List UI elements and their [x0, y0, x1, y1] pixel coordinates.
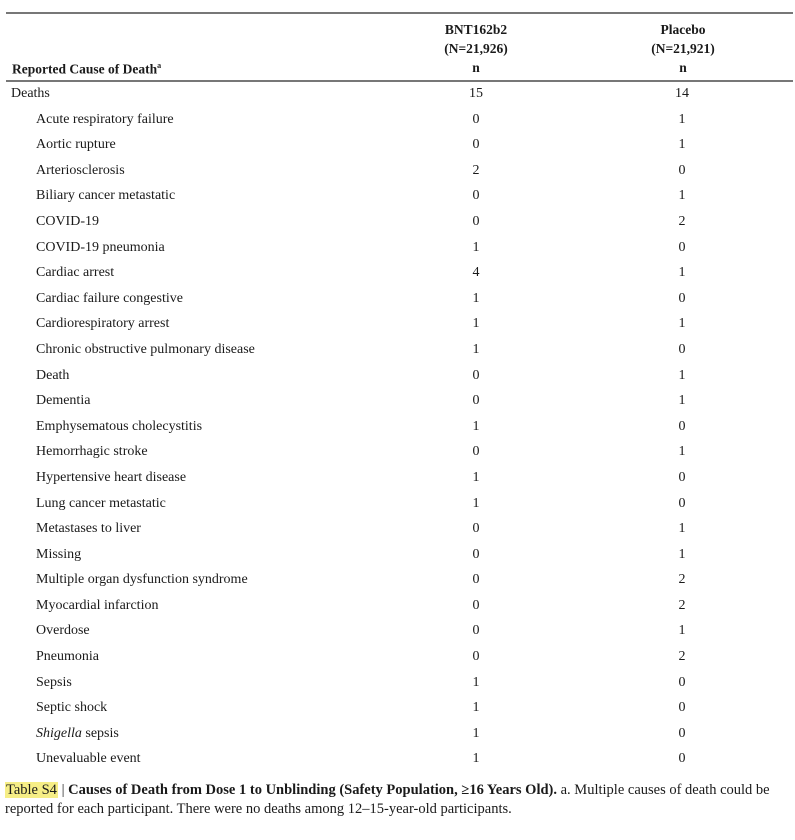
bnt162b2-count: 1: [472, 418, 480, 434]
placebo-count: 1: [678, 137, 686, 153]
cause-label: Cardiorespiratory arrest: [36, 316, 170, 332]
bnt162b2-count: 1: [472, 239, 480, 255]
bnt162b2-count: 1: [472, 495, 480, 511]
cause-label-italic: Shigella: [36, 725, 82, 741]
placebo-count: 1: [678, 188, 686, 204]
caption-note: a. Multiple causes of death could be reported for each participant. There were no deaths among 12–15-year-old participants.: [5, 782, 770, 817]
cause-label: Unevaluable event: [36, 751, 141, 767]
cause-label: Sepsis: [36, 674, 72, 690]
placebo-count: 1: [678, 367, 686, 383]
cause-label: Chronic obstructive pulmonary disease: [36, 341, 255, 357]
bnt162b2-count: 1: [472, 674, 480, 690]
placebo-count: 0: [678, 725, 686, 741]
table-row: [6, 568, 793, 594]
table-row: [6, 389, 793, 415]
table-caption: [5, 781, 791, 819]
table-row: [6, 210, 793, 236]
placebo-name: Placebo: [660, 22, 706, 37]
cause-label: Acute respiratory failure: [36, 111, 174, 127]
bnt162b2-count: 0: [472, 572, 480, 588]
bnt162b2-count: 1: [472, 469, 480, 485]
bnt162b2-count: 0: [472, 649, 480, 665]
bnt162b2-count: 0: [472, 623, 480, 639]
bnt162b2-count: 0: [472, 367, 480, 383]
placebo-count: 2: [678, 649, 686, 665]
table-row: [6, 466, 793, 492]
cause-label: Hypertensive heart disease: [36, 469, 187, 485]
cause-label-rest: sepsis: [81, 725, 119, 741]
bnt162b2-count: 0: [472, 137, 480, 153]
cause-label: Multiple organ dysfunction syndrome: [36, 572, 248, 588]
bnt162b2-count: 15: [469, 86, 483, 101]
cause-label: Lung cancer metastatic: [36, 495, 166, 511]
cause-label: Septic shock: [36, 700, 108, 716]
table-row: [6, 133, 793, 159]
placebo-count: 1: [678, 623, 686, 639]
bnt162b2-count: 0: [472, 444, 480, 460]
placebo-count: 0: [678, 162, 686, 178]
cause-label: COVID-19 pneumonia: [36, 239, 165, 255]
cause-label: Overdose: [36, 623, 90, 639]
placebo-unit: n: [679, 60, 687, 75]
bnt162b2-count: 1: [472, 751, 480, 767]
bnt162b2-count: 4: [472, 265, 480, 281]
placebo-count: 0: [678, 418, 686, 434]
placebo-count: 1: [678, 316, 686, 332]
table-row: [6, 261, 793, 287]
bnt162b2-count: 0: [472, 546, 480, 562]
bnt162b2-count: 1: [472, 725, 480, 741]
cause-label: Missing: [36, 546, 82, 562]
placebo-count: 0: [678, 751, 686, 767]
cause-label: Aortic rupture: [36, 137, 116, 153]
cause-label: Cardiac arrest: [36, 265, 115, 281]
placebo-count: 0: [678, 700, 686, 716]
table-body: [6, 82, 793, 773]
table-row: [6, 722, 793, 748]
table-row: [6, 543, 793, 569]
placebo-count: 1: [678, 546, 686, 562]
bnt162b2-count: 0: [472, 521, 480, 537]
table-row: [6, 312, 793, 338]
cause-label: [36, 726, 119, 742]
table-row: [6, 671, 793, 697]
bnt162b2-column-header: [411, 20, 541, 77]
placebo-count: 1: [678, 444, 686, 460]
cause-label: Death: [36, 367, 70, 383]
bnt162b2-count: 0: [472, 393, 480, 409]
table-row: [6, 159, 793, 185]
bnt162b2-name: BNT162b2: [444, 22, 508, 37]
table-tag: Table S4: [6, 782, 57, 798]
placebo-count: 0: [678, 469, 686, 485]
placebo-count: 0: [678, 239, 686, 255]
placebo-count: 1: [678, 265, 686, 281]
table-row: [6, 517, 793, 543]
table-row: [6, 364, 793, 390]
placebo-count: 0: [678, 674, 686, 690]
cause-label: COVID-19: [36, 213, 99, 229]
cause-label: Dementia: [36, 393, 91, 409]
bnt162b2-count: 1: [472, 700, 480, 716]
placebo-count: 1: [678, 393, 686, 409]
table-row: [6, 440, 793, 466]
table-row: [6, 82, 793, 108]
bnt162b2-count: 1: [472, 316, 480, 332]
cause-label: Pneumonia: [36, 649, 99, 665]
placebo-count: 0: [678, 495, 686, 511]
cause-label: Myocardial infarction: [36, 597, 159, 613]
placebo-count: 1: [678, 111, 686, 127]
caption-separator: |: [57, 782, 69, 798]
bnt162b2-count: 1: [472, 290, 480, 306]
table-row: [6, 619, 793, 645]
placebo-count: 14: [675, 86, 689, 101]
table-row: [6, 594, 793, 620]
cause-label: Metastases to liver: [36, 521, 141, 537]
table-row: [6, 492, 793, 518]
bnt162b2-count: 2: [472, 162, 480, 178]
placebo-count: 0: [678, 290, 686, 306]
table-row: [6, 645, 793, 671]
caption-title: Causes of Death from Dose 1 to Unblinding (Safety Population, ≥16 Years Old).: [68, 782, 557, 798]
cause-label: Deaths: [11, 86, 50, 101]
cause-label: Biliary cancer metastatic: [36, 188, 176, 204]
placebo-n: (N=21,921): [651, 41, 715, 56]
cause-label: Arteriosclerosis: [36, 162, 125, 178]
cause-column-header: [12, 61, 161, 78]
bnt162b2-unit: n: [472, 60, 480, 75]
placebo-column-header: [618, 20, 748, 77]
cause-label: Hemorrhagic stroke: [36, 444, 148, 460]
placebo-count: 2: [678, 213, 686, 229]
cause-label: Emphysematous cholecystitis: [36, 418, 203, 434]
table-row: [6, 747, 793, 773]
bnt162b2-count: 1: [472, 341, 480, 357]
bnt162b2-count: 0: [472, 188, 480, 204]
table-row: [6, 236, 793, 262]
cause-label: Cardiac failure congestive: [36, 290, 183, 306]
placebo-count: 2: [678, 572, 686, 588]
placebo-count: 1: [678, 521, 686, 537]
table-row: [6, 696, 793, 722]
placebo-count: 2: [678, 597, 686, 613]
table-row: [6, 287, 793, 313]
table-header: [6, 14, 793, 82]
placebo-count: 0: [678, 341, 686, 357]
table-row: [6, 184, 793, 210]
bnt162b2-count: 0: [472, 213, 480, 229]
cause-header-footnote: a: [157, 60, 162, 70]
table-row: [6, 415, 793, 441]
table-row: [6, 338, 793, 364]
causes-of-death-table: [6, 12, 793, 773]
bnt162b2-count: 0: [472, 597, 480, 613]
bnt162b2-n: (N=21,926): [444, 41, 508, 56]
cause-header-label: Reported Cause of Death: [12, 61, 158, 76]
table-row: [6, 108, 793, 134]
bnt162b2-count: 0: [472, 111, 480, 127]
